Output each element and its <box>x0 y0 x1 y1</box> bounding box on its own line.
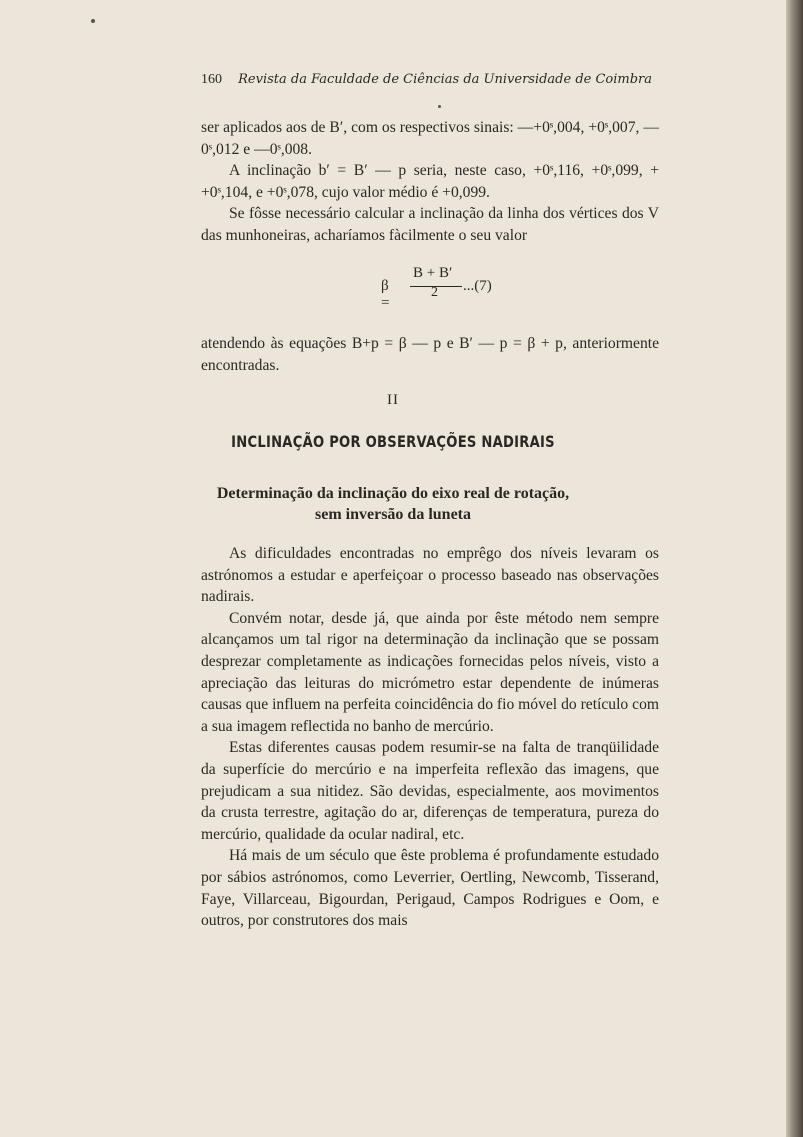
running-title: Revista da Faculdade de Ciências da Universidade de Coimbra <box>238 72 653 87</box>
equation-numerator: B + B′ <box>413 265 453 281</box>
equation-tag: ...(7) <box>463 278 492 294</box>
speck <box>91 19 95 23</box>
page-number: 160 <box>201 72 222 87</box>
subsection-title-line: Determinação da inclinação do eixo real de rotação, <box>216 485 570 502</box>
text-block-middle <box>201 333 659 376</box>
paragraph: Convém notar, desde já, que ainda por êste método nem sempre alcançamos um tal rigor na determinação da inclinação que se possam desprezar completamente as indicações fornecidas pelos níveis, visto a apreciação das leituras do micrómetro estar dependente de inúmeras causas que influem na perfeita coincidência do fio móvel do retículo com a sua imagem reflectida no banho de mercúrio. <box>201 609 659 735</box>
paragraph: Se fôsse necessário calcular a inclinação da linha dos vértices dos V das munhoneiras, acharíamos fàcilmente o seu valor <box>201 205 659 244</box>
page-edge <box>786 0 803 1137</box>
speck <box>438 105 441 108</box>
section-number: II <box>387 392 399 408</box>
subsection-title <box>0 483 786 525</box>
equation-lhs: β = <box>381 278 390 311</box>
paragraph: ser aplicados aos de B′, com os respectivos sinais: —+0ˢ,004, +0ˢ,007, —0ˢ,012 e —0ˢ,008. <box>201 119 659 158</box>
text-block-bottom <box>201 543 659 932</box>
paragraph: Estas diferentes causas podem resumir-se na falta de tranqüilidade da superfície do mercúrio e na imperfeita reflexão das imagens, que prejudicam a sua nitidez. São devidas, especialmente, aos movimentos da crusta terrestre, agitação do ar, diferenças de temperatura, pureza do mercúrio, qualidade da ocular nadiral, etc. <box>201 739 659 843</box>
subsection-title-line: sem inversão da luneta <box>315 506 471 523</box>
section-title: INCLINAÇÃO POR OBSERVAÇÕES NADIRAIS <box>231 432 555 451</box>
paragraph: A inclinação b′ = B′ — p seria, neste caso, +0ˢ,116, +0ˢ,099, + +0ˢ,104, e +0ˢ,078, cujo valor médio é +0,099. <box>201 162 659 201</box>
running-header <box>201 72 661 88</box>
paragraph: Há mais de um século que êste problema é profundamente estudado por sábios astrónomos, como Leverrier, Oertling, Newcomb, Tisserand, Faye, Villarceau, Bigourdan, Perigaud, Campos Rodrigues e Oom, e outros, por construtores dos mais <box>201 847 659 930</box>
text-block-top <box>201 117 659 247</box>
paragraph: atendendo às equações B+p = β — p e B′ — p = β + p, anteriormente encontradas. <box>201 335 659 374</box>
paragraph: As dificuldades encontradas no emprêgo dos níveis levaram os astrónomos a estudar e aperfeiçoar o processo baseado nas observações nadirais. <box>201 545 659 606</box>
equation-denominator: 2 <box>431 285 438 300</box>
